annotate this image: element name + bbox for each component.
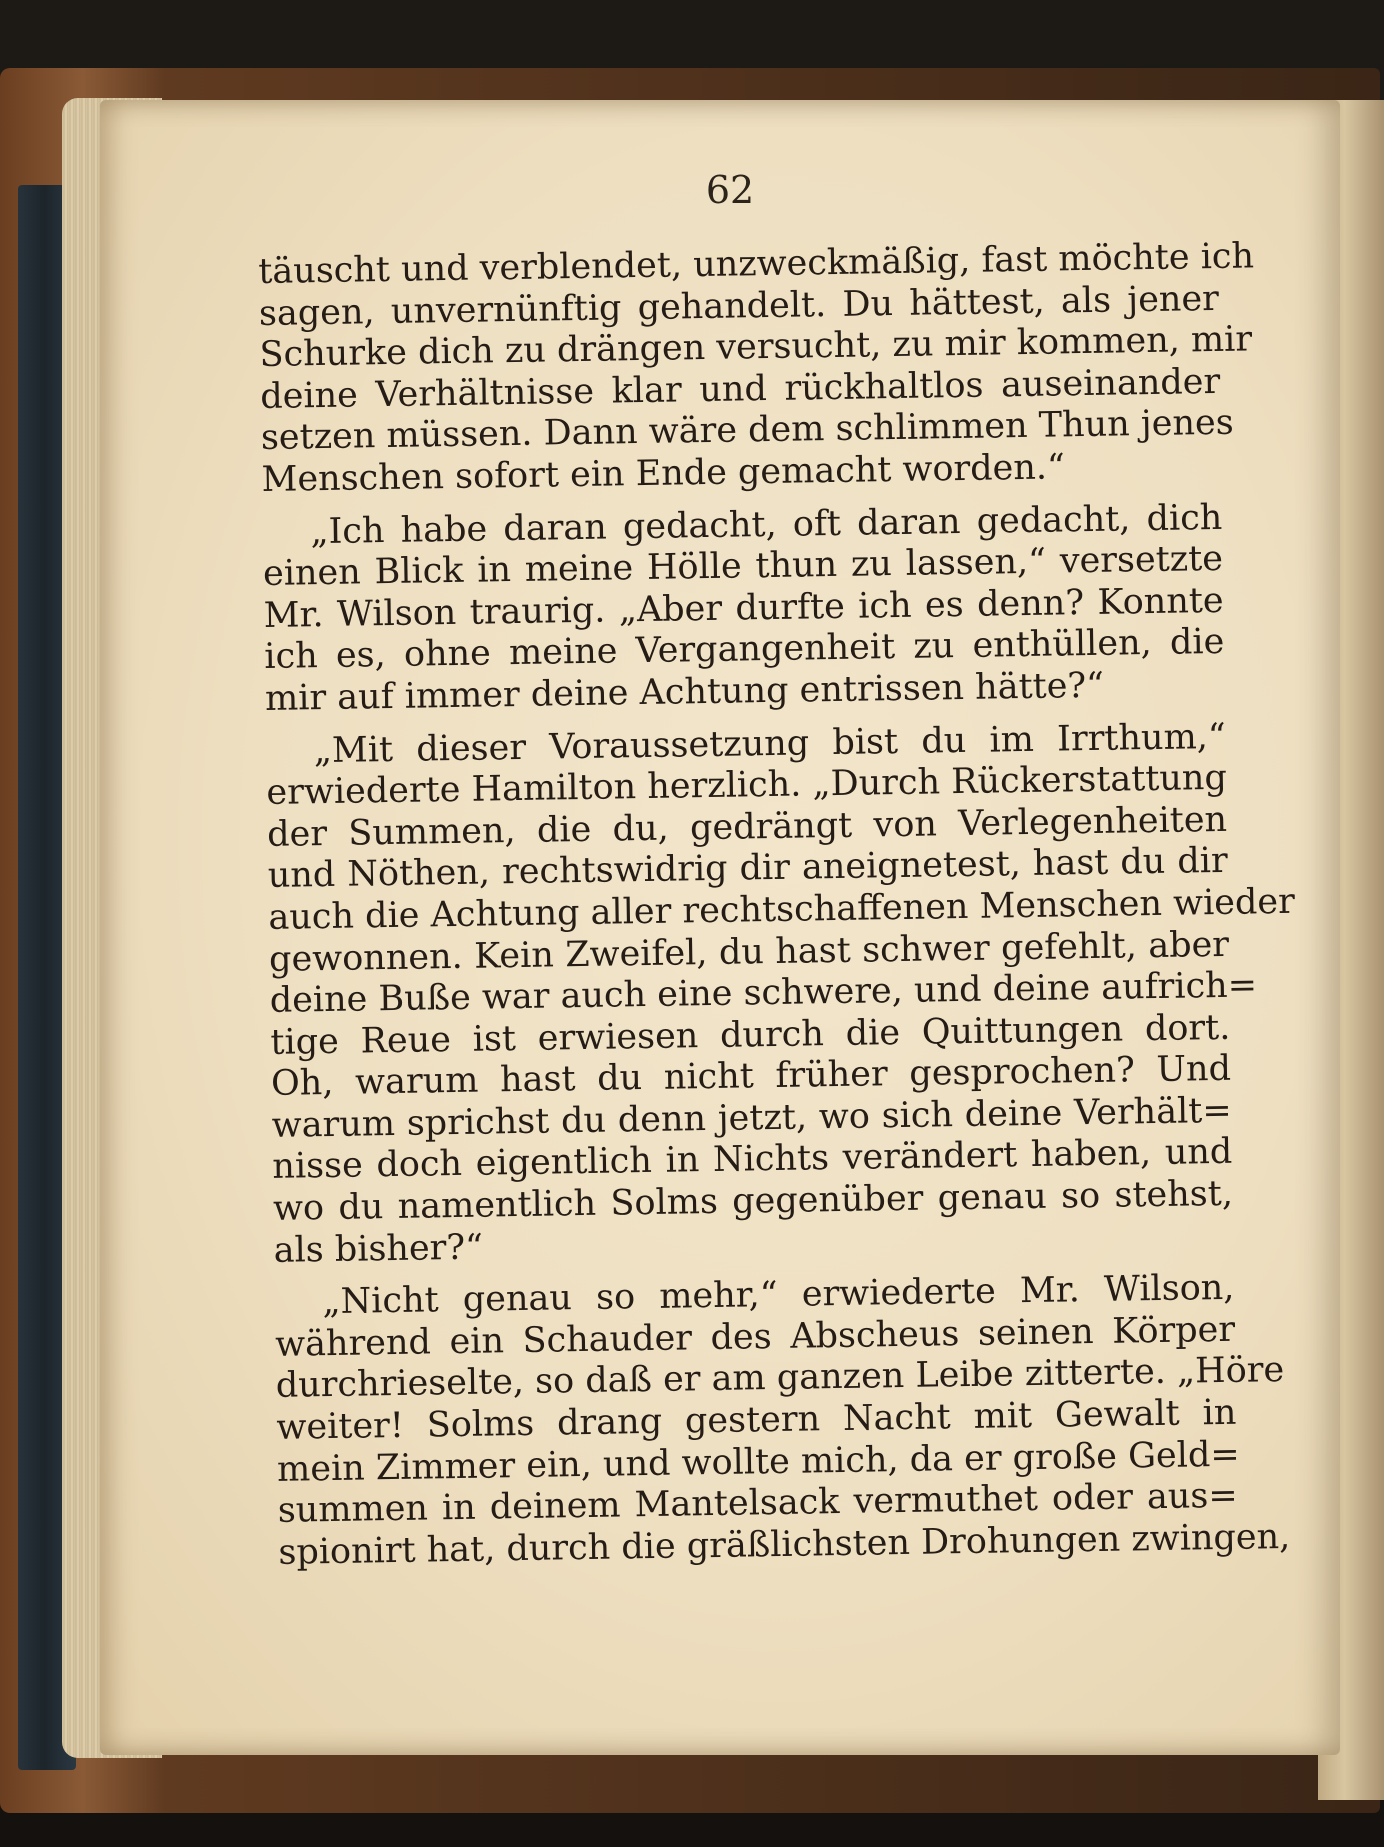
- text-line: warum sprichst du denn jetzt, wo sich deine Verhält=: [271, 1090, 1232, 1146]
- text-line: als bisher?“: [273, 1227, 484, 1271]
- text-line: täuscht und verblendet, unzweckmäßig, fast möchte ich: [258, 236, 1255, 292]
- text-line: nisse doch eigentlich in Nichts verändert haben, und: [272, 1132, 1233, 1188]
- text-line: summen in deinem Mantelsack vermuthet oder aus=: [277, 1475, 1238, 1532]
- text-line: gewonnen. Kein Zweifel, du hast schwer gefehlt, aber: [268, 924, 1230, 980]
- text-line: „Ich habe daran gedacht, oft daran gedacht, dich: [310, 497, 1223, 552]
- paragraph: [274, 1268, 1291, 1574]
- text-line: ich es, ohne meine Vergangenheit zu enthüllen, die: [264, 622, 1225, 678]
- text-line: während ein Schauder des Abscheus seinen Körper: [274, 1309, 1236, 1365]
- text-line: durchrieselte, so daß er am ganzen Leibe zitterte. „Höre: [275, 1350, 1285, 1407]
- text-line: weiter! Solms drang gestern Nacht mit Gewalt in: [276, 1392, 1237, 1448]
- page-number: 62: [705, 168, 755, 212]
- text-line: setzen müssen. Dann wäre dem schlimmen Thun jenes: [260, 403, 1234, 459]
- text-line: Schurke dich zu drängen versucht, zu mir kommen, mir: [259, 319, 1253, 376]
- text-line: spionirt hat, durch die gräßlichsten Drohungen zwingen,: [278, 1516, 1291, 1573]
- paragraph: [266, 716, 1296, 1272]
- text-line: deine Verhältnisse klar und rückhaltlos auseinander: [259, 361, 1221, 417]
- paragraph: [262, 497, 1225, 720]
- text-line: sagen, unvernünftig gehandelt. Du hättest, als jener: [258, 278, 1220, 334]
- text-line: mir auf immer deine Achtung entrissen hätte?“: [264, 665, 1105, 719]
- text-line: „Mit dieser Voraussetzung bist du im Irrthum,“: [313, 716, 1227, 771]
- paragraph: [258, 236, 1255, 502]
- text-line: Menschen sofort ein Ende gemacht worden.“: [261, 447, 1066, 500]
- text-line: und Nöthen, rechtswidrig dir aneignetest, hast du dir: [267, 841, 1229, 897]
- page-text: [258, 236, 1296, 1585]
- text-line: deine Buße war auch eine schwere, und deine aufrich=: [269, 965, 1258, 1021]
- text-line: einen Blick in meine Hölle thun zu lassen,“ versetzte: [262, 539, 1224, 595]
- text-line: auch die Achtung aller rechtschaffenen Menschen wieder: [268, 881, 1296, 938]
- text-line: wo du namentlich Solms gegenüber genau so stehst,: [272, 1173, 1234, 1229]
- text-line: der Summen, die du, gedrängt von Verlegenheiten: [266, 799, 1228, 855]
- text-line: mein Zimmer ein, und wollte mich, da er große Geld=: [276, 1434, 1240, 1490]
- text-line: „Nicht genau so mehr,“ erwiederte Mr. Wilson,: [322, 1268, 1235, 1323]
- text-line: tige Reue ist erwiesen durch die Quittungen dort.: [270, 1007, 1231, 1063]
- text-line: Oh, warum hast du nicht früher gesprochen? Und: [270, 1049, 1232, 1105]
- text-line: Mr. Wilson traurig. „Aber durfte ich es denn? Konnte: [263, 580, 1224, 636]
- text-line: erwiederte Hamilton herzlich. „Durch Rückerstattung: [266, 757, 1228, 814]
